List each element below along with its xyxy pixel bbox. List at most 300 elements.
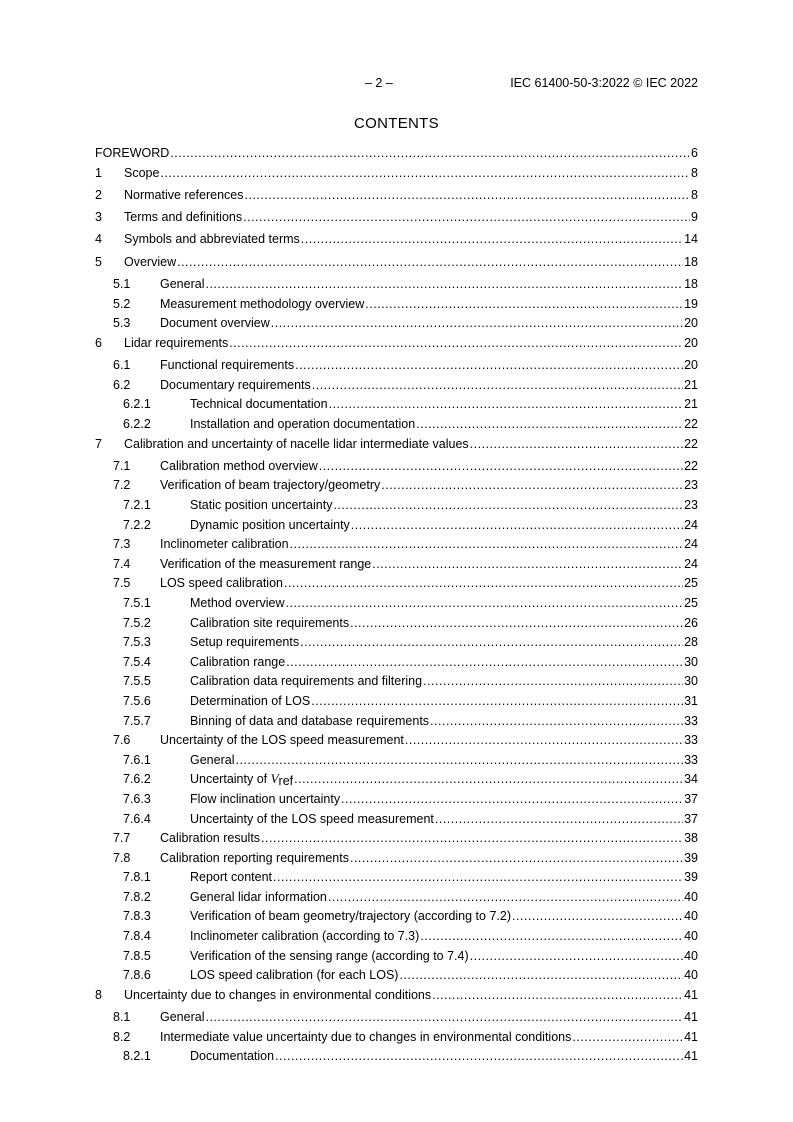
toc-entry-title (124, 232, 301, 246)
dot-leader (205, 1010, 683, 1024)
toc-entry-title-text: Overview (124, 254, 177, 269)
toc-entry[interactable] (95, 694, 698, 714)
toc-entry-line (160, 537, 698, 551)
toc-entry-line (190, 812, 698, 826)
toc-entry-page: 31 (684, 693, 698, 708)
toc-entry[interactable] (95, 1049, 698, 1069)
toc-entry-page: 40 (684, 889, 698, 904)
standard-reference: IEC 61400-50-3:2022 © IEC 2022 (510, 76, 698, 90)
toc-entry-number: 5.2 (113, 296, 131, 311)
toc-entry-title-text: General (190, 752, 235, 767)
toc-entry-title (160, 277, 205, 291)
toc-entry-line (190, 792, 698, 806)
dot-leader (243, 210, 690, 224)
toc-entry-page: 37 (684, 791, 698, 806)
toc-entry-number: 7.2 (113, 478, 131, 493)
toc-entry-number: 7.5.6 (123, 693, 151, 708)
toc-entry-title (190, 596, 286, 610)
toc-entry[interactable] (95, 232, 698, 254)
dot-leader (372, 557, 683, 571)
toc-entry-page: 24 (684, 556, 698, 571)
toc-entry-number: 7.8.2 (123, 889, 151, 904)
v-ref-symbol (271, 772, 294, 786)
toc-entry-number: 7.4 (113, 556, 131, 571)
toc-entry-title (190, 1049, 275, 1063)
toc-entry-page: 25 (684, 576, 698, 591)
toc-entry-title (160, 459, 319, 473)
toc-entry-line (160, 1010, 698, 1024)
toc-entry-title (190, 417, 416, 431)
toc-entry-line (190, 674, 698, 688)
toc-entry-title (190, 694, 311, 708)
toc-entry-title-text: Functional requirements (160, 358, 295, 373)
toc-entry-title (124, 255, 177, 269)
toc-entry-number: 6 (95, 335, 102, 350)
toc-entry-line (190, 596, 698, 610)
toc-entry-title (160, 557, 372, 571)
toc-entry-title-text: Lidar requirements (124, 335, 229, 350)
toc-entry-number: 6.2.2 (123, 416, 151, 431)
toc-entry-title-text: Report content (190, 870, 272, 885)
toc-entry[interactable] (95, 635, 698, 655)
toc-entry-page: 39 (684, 870, 698, 885)
dot-leader (416, 417, 683, 431)
toc-entry-line (160, 378, 698, 392)
toc-entry-number: 7.6.3 (123, 791, 151, 806)
toc-entry-title (124, 166, 160, 180)
toc-entry-number: 7.8.4 (123, 929, 151, 944)
toc-entry-page: 34 (684, 772, 698, 787)
dot-leader (312, 378, 683, 392)
toc-entry-line (190, 498, 698, 512)
toc-entry-page: 26 (684, 615, 698, 630)
toc-entry-title-text: Calibration range (190, 654, 286, 669)
dot-leader (275, 1049, 683, 1063)
dot-leader (286, 596, 684, 610)
toc-entry-line (190, 929, 698, 943)
toc-entry-line (160, 277, 698, 291)
toc-entry[interactable] (95, 714, 698, 734)
toc-entry-title (160, 733, 405, 747)
toc-entry-line (124, 988, 698, 1002)
toc-entry-title-text: Uncertainty due to changes in environmental conditions (124, 987, 432, 1002)
toc-entry[interactable] (95, 188, 698, 210)
toc-entry-page: 18 (684, 277, 698, 292)
page-number: – 2 – (365, 76, 393, 90)
toc-entry-number: 7.2.1 (123, 498, 151, 513)
toc-entry-line (160, 478, 698, 492)
v-ref-subscript: ref (278, 774, 294, 787)
toc-entry-number: 7.8.5 (123, 948, 151, 963)
toc-entry-number: 7.6.1 (123, 752, 151, 767)
toc-entry-page: 23 (684, 498, 698, 513)
toc-entry-number: 7.8.6 (123, 968, 151, 983)
toc-entry-title-text: Normative references (124, 187, 244, 202)
dot-leader (319, 459, 683, 473)
toc-entry[interactable] (95, 417, 698, 437)
dot-leader (365, 297, 683, 311)
toc-entry-title-text: Calibration and uncertainty of nacelle lidar intermediate values (124, 436, 469, 451)
toc-entry[interactable] (95, 316, 698, 336)
toc-entry-title-text: Calibration data requirements and filtering (190, 674, 423, 689)
dot-leader (290, 537, 684, 551)
page-title: CONTENTS (354, 115, 439, 132)
toc-entry-page: 41 (684, 1029, 698, 1044)
toc-entry-title-text: Calibration results (160, 831, 261, 846)
toc-entry-page: 40 (684, 948, 698, 963)
toc-entry[interactable] (95, 537, 698, 557)
toc-entry-title (160, 537, 290, 551)
toc-entry-title (160, 297, 365, 311)
toc-entry-title-text: Verification of the measurement range (160, 556, 372, 571)
toc-entry-title (124, 988, 432, 1002)
toc-entry-number: 7.5.1 (123, 595, 151, 610)
toc-entry-title (190, 674, 423, 688)
toc-entry[interactable] (95, 358, 698, 378)
toc-entry[interactable] (95, 459, 698, 479)
toc-entry-number: 7.8.1 (123, 870, 151, 885)
toc-entry-number: 2 (95, 187, 102, 202)
toc-entry[interactable] (95, 277, 698, 297)
toc-entry[interactable] (95, 336, 698, 358)
toc-entry-title (190, 909, 512, 923)
toc-entry-line (190, 397, 698, 411)
toc-entry-number: 7.6 (113, 733, 131, 748)
toc-entry-line (160, 576, 698, 590)
dot-leader (435, 812, 683, 826)
toc-entry[interactable] (95, 851, 698, 871)
toc-entry-page: 22 (684, 436, 698, 451)
dot-leader (351, 518, 683, 532)
toc-entry-line (95, 146, 698, 160)
dot-leader (170, 146, 690, 160)
toc-entry-line (124, 166, 698, 180)
toc-entry-title-text: LOS speed calibration (160, 576, 283, 591)
dot-leader (405, 733, 683, 747)
toc-entry-number: 5.3 (113, 316, 131, 331)
toc-entry-page: 40 (684, 968, 698, 983)
toc-entry-title (190, 949, 470, 963)
toc-entry-title (160, 1010, 205, 1024)
toc-entry-line (190, 655, 698, 669)
dot-leader (300, 635, 683, 649)
toc-entry-page: 33 (684, 713, 698, 728)
toc-entry[interactable] (95, 146, 698, 166)
toc-entry-title-text: Calibration reporting requirements (160, 850, 349, 865)
toc-entry[interactable] (95, 576, 698, 596)
toc-entry-number: 5.1 (113, 277, 131, 292)
dot-leader (420, 929, 683, 943)
toc-entry-line (190, 714, 698, 728)
toc-entry-line (190, 949, 698, 963)
toc-entry[interactable] (95, 890, 698, 910)
toc-entry-title (160, 1030, 572, 1044)
toc-entry-title-text: Verification of beam trajectory/geometry (160, 478, 381, 493)
dot-leader (229, 336, 683, 350)
toc-entry[interactable] (95, 255, 698, 277)
dot-leader (470, 949, 683, 963)
dot-leader (470, 437, 683, 451)
toc-entry-page: 19 (684, 296, 698, 311)
toc-entry-line (160, 557, 698, 571)
toc-entry-number: 6.2.1 (123, 397, 151, 412)
dot-leader (432, 988, 683, 1002)
dot-leader (294, 772, 683, 786)
toc-entry-title (190, 772, 294, 786)
toc-entry[interactable] (95, 1030, 698, 1050)
toc-entry-title-text: FOREWORD (95, 146, 170, 160)
toc-entry-line (124, 437, 698, 451)
toc-entry-page: 20 (684, 335, 698, 350)
toc-entry-line (160, 733, 698, 747)
toc-entry-title (190, 397, 329, 411)
toc-entry-number: 7.5.7 (123, 713, 151, 728)
table-of-contents (95, 146, 698, 1069)
toc-entry[interactable] (95, 733, 698, 753)
toc-entry[interactable] (95, 297, 698, 317)
toc-entry-number: 5 (95, 254, 102, 269)
toc-entry-line (190, 417, 698, 431)
toc-entry[interactable] (95, 478, 698, 498)
toc-entry-number: 6.2 (113, 377, 131, 392)
toc-entry[interactable] (95, 909, 698, 929)
toc-entry-line (190, 635, 698, 649)
toc-entry-title-text: Uncertainty of (190, 772, 271, 787)
toc-entry-page: 18 (684, 254, 698, 269)
toc-entry-number: 7.2.2 (123, 517, 151, 532)
toc-entry-page: 23 (684, 478, 698, 493)
toc-entry-line (124, 210, 698, 224)
dot-leader (329, 397, 684, 411)
toc-entry-number: 7.5.3 (123, 635, 151, 650)
toc-entry-title-text: Symbols and abbreviated terms (124, 232, 300, 247)
v-ref-letter: V (270, 772, 279, 787)
toc-entry-number: 8.1 (113, 1010, 131, 1025)
dot-leader (350, 851, 683, 865)
toc-entry-title-text: Uncertainty of the LOS speed measurement (160, 733, 404, 748)
toc-entry-line (124, 188, 698, 202)
toc-entry-title (160, 851, 350, 865)
toc-entry[interactable] (95, 929, 698, 949)
toc-entry[interactable] (95, 949, 698, 969)
toc-entry[interactable] (95, 674, 698, 694)
toc-entry-line (190, 772, 698, 786)
toc-entry-number: 7.5.5 (123, 674, 151, 689)
toc-entry-title-text: General lidar information (190, 889, 327, 904)
dot-leader (273, 870, 683, 884)
page-header (0, 76, 793, 92)
dot-leader (160, 166, 690, 180)
toc-entry-title (190, 498, 333, 512)
toc-entry-title (190, 753, 235, 767)
toc-entry[interactable] (95, 166, 698, 188)
toc-entry-number: 8 (95, 987, 102, 1002)
toc-entry-number: 7.5.2 (123, 615, 151, 630)
toc-entry[interactable] (95, 772, 698, 792)
toc-entry-title (124, 210, 243, 224)
toc-entry-page: 41 (684, 1049, 698, 1064)
dot-leader (205, 277, 683, 291)
toc-entry-page: 40 (684, 929, 698, 944)
toc-entry-page: 40 (684, 909, 698, 924)
dot-leader (350, 616, 683, 630)
toc-entry-title (160, 378, 312, 392)
toc-entry-number: 6.1 (113, 358, 131, 373)
toc-entry-number: 7.6.4 (123, 811, 151, 826)
toc-entry-title (190, 812, 435, 826)
toc-entry-page: 21 (684, 397, 698, 412)
toc-entry-title-text: Method overview (190, 595, 285, 610)
toc-entry[interactable] (95, 616, 698, 636)
toc-entry-title-text: Intermediate value uncertainty due to changes in environmental conditions (160, 1029, 572, 1044)
toc-entry[interactable] (95, 1010, 698, 1030)
toc-entry-page: 22 (684, 416, 698, 431)
toc-entry[interactable] (95, 210, 698, 232)
toc-entry[interactable] (95, 753, 698, 773)
toc-entry-number: 7.3 (113, 537, 131, 552)
toc-entry-number: 7.5 (113, 576, 131, 591)
toc-entry-page: 14 (684, 232, 698, 247)
toc-entry-title-text: Calibration site requirements (190, 615, 350, 630)
toc-entry-title-text: Dynamic position uncertainty (190, 517, 350, 532)
toc-entry-number: 7.6.2 (123, 772, 151, 787)
toc-entry[interactable] (95, 792, 698, 812)
toc-entry-page: 6 (691, 146, 698, 160)
toc-entry-title-text: Scope (124, 165, 160, 180)
toc-entry[interactable] (95, 812, 698, 832)
toc-entry-title (160, 576, 284, 590)
dot-leader (261, 831, 683, 845)
toc-entry[interactable] (95, 596, 698, 616)
toc-entry-page: 8 (691, 165, 698, 180)
toc-entry[interactable] (95, 437, 698, 459)
toc-entry-title-text: Flow inclination uncertainty (190, 791, 341, 806)
dot-leader (284, 576, 683, 590)
toc-entry-line (190, 616, 698, 630)
toc-entry-page: 38 (684, 831, 698, 846)
toc-entry-title (190, 792, 341, 806)
toc-entry-title-text: Documentation (190, 1049, 275, 1064)
toc-entry-page: 8 (691, 187, 698, 202)
toc-entry-title (190, 714, 430, 728)
toc-entry-page: 41 (684, 1010, 698, 1025)
toc-entry-line (190, 1049, 698, 1063)
dot-leader (311, 694, 683, 708)
toc-entry-title-text: Measurement methodology overview (160, 296, 365, 311)
toc-entry-title (95, 146, 170, 160)
toc-entry[interactable] (95, 655, 698, 675)
toc-entry[interactable] (95, 397, 698, 417)
toc-entry-page: 30 (684, 674, 698, 689)
toc-entry-title (190, 968, 399, 982)
toc-entry-page: 39 (684, 850, 698, 865)
toc-entry-number: 4 (95, 232, 102, 247)
toc-entry-line (124, 336, 698, 350)
toc-entry-title-text: Terms and definitions (124, 210, 243, 225)
toc-entry-title-text: Inclinometer calibration (according to 7.3) (190, 929, 420, 944)
toc-entry-title (190, 616, 350, 630)
toc-entry-page: 28 (684, 635, 698, 650)
dot-leader (512, 909, 683, 923)
toc-entry[interactable] (95, 831, 698, 851)
toc-entry-title (124, 336, 229, 350)
dot-leader (399, 968, 683, 982)
toc-entry-line (160, 358, 698, 372)
toc-entry-page: 22 (684, 458, 698, 473)
toc-entry-title-text: Static position uncertainty (190, 498, 333, 513)
dot-leader (245, 188, 691, 202)
toc-entry-number: 7.8.3 (123, 909, 151, 924)
toc-entry-line (190, 968, 698, 982)
toc-entry-line (124, 232, 698, 246)
dot-leader (286, 655, 683, 669)
toc-entry-title-text: Documentary requirements (160, 377, 311, 392)
dot-leader (301, 232, 683, 246)
toc-entry[interactable] (95, 870, 698, 890)
toc-entry-title (190, 518, 351, 532)
toc-entry-title (160, 831, 261, 845)
toc-entry-title-text: LOS speed calibration (for each LOS) (190, 968, 399, 983)
dot-leader (177, 255, 683, 269)
toc-entry-title-text: Binning of data and database requirements (190, 713, 430, 728)
toc-entry[interactable] (95, 518, 698, 538)
toc-entry-title (190, 655, 286, 669)
dot-leader (381, 478, 683, 492)
toc-entry-number: 7.8 (113, 850, 131, 865)
toc-entry-number: 1 (95, 165, 102, 180)
toc-entry-title (190, 635, 300, 649)
toc-entry-line (190, 753, 698, 767)
toc-entry-title-text: Document overview (160, 316, 270, 331)
toc-entry-line (124, 255, 698, 269)
toc-entry-title-text: Setup requirements (190, 635, 300, 650)
toc-entry-line (160, 459, 698, 473)
toc-entry-page: 41 (684, 987, 698, 1002)
toc-entry-line (190, 890, 698, 904)
toc-entry-line (160, 831, 698, 845)
toc-entry-line (160, 851, 698, 865)
dot-leader (423, 674, 683, 688)
dot-leader (271, 316, 683, 330)
toc-entry-number: 8.2.1 (123, 1049, 151, 1064)
toc-entry-title-text: General (160, 1010, 205, 1025)
toc-entry-page: 37 (684, 811, 698, 826)
toc-entry[interactable] (95, 378, 698, 398)
dot-leader (333, 498, 683, 512)
toc-entry[interactable] (95, 557, 698, 577)
toc-entry[interactable] (95, 498, 698, 518)
dot-leader (328, 890, 683, 904)
toc-entry-line (190, 694, 698, 708)
toc-entry-title-text: Installation and operation documentation (190, 416, 416, 431)
toc-entry[interactable] (95, 968, 698, 988)
toc-entry-line (190, 518, 698, 532)
toc-entry-title-text: Determination of LOS (190, 693, 311, 708)
toc-entry-title (160, 358, 295, 372)
dot-leader (341, 792, 683, 806)
toc-entry-title (124, 437, 470, 451)
toc-entry-number: 3 (95, 210, 102, 225)
toc-entry-number: 7.5.4 (123, 654, 151, 669)
toc-entry-page: 24 (684, 537, 698, 552)
dot-leader (430, 714, 683, 728)
toc-entry-page: 9 (691, 210, 698, 225)
dot-leader (235, 753, 683, 767)
toc-entry-page: 33 (684, 733, 698, 748)
toc-entry[interactable] (95, 988, 698, 1010)
toc-entry-number: 7.7 (113, 831, 131, 846)
toc-entry-line (190, 870, 698, 884)
